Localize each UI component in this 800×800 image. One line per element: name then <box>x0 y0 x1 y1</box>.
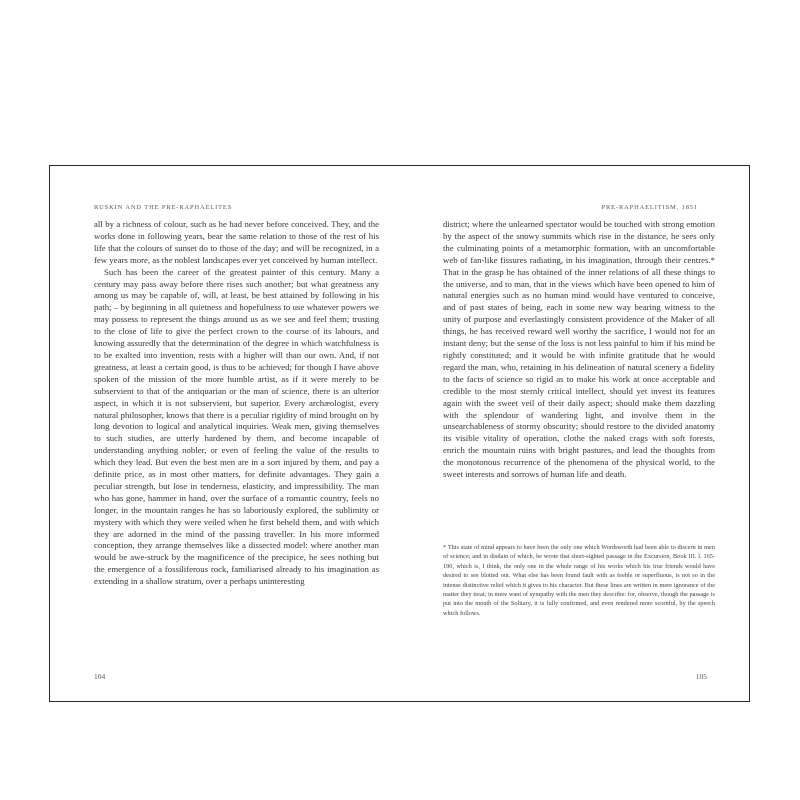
page-number-left: 104 <box>94 672 106 681</box>
running-head-left: RUSKIN AND THE PRE-RAPHAELITES <box>94 204 233 211</box>
running-head-right: PRE-RAPHAELITISM, 1851 <box>601 204 698 211</box>
left-page-body <box>94 219 379 588</box>
paragraph: all by a richness of colour, such as he had never before conceived. They, and the works done in following years, bear the same relation to those of the rest of his life that the colours of sunset do to those of the day; and will be recognized, in a few years more, as the noblest landscapes ever yet conceived by human intellect. <box>94 219 379 265</box>
paragraph: Such has been the career of the greatest painter of this century. Many a century may pass away before there rises such another; but what greatness any among us may be capable of, will, at least, be best attained by following in his path; – by beginning in all quietness and hopefulness to use whatever powers we may possess to represent the things around us as we see and feel them; trusting to the close of life to give the perfect crown to the course of its labours, and knowing assuredly that the determination of the degree in which watchfulness is to be exalted into invention, rests with a higher will than our own. And, if not greatness, at least a certain good, is thus to be achieved; for though I have above spoken of the mission of the more humble artist, as if it were merely to be subservient to that of the antiquarian or the man of science, there is an ulterior aspect, in which it is not subservient, but superior. Every archæologist, every natural philosopher, knows that there is a peculiar rigidity of mind brought on by long devotion to logical and analytical inquiries. Weak men, giving themselves to such studies, are utterly hardened by them, and become incapable of understanding anything nobler, or even of feeling the value of the results to which they lead. But even the best men are in a sort injured by them, and pay a definite price, as in most other matters, for definite advantages. They gain a peculiar strength, but lose in tenderness, elasticity, and impressibility. The man who has gone, hammer in hand, over the surface of a romantic country, feels no longer, in the mountain ranges he has so laboriously explored, the sublimity or mystery with which they were veiled when he first beheld them, and with which they are adorned in the mind of the passing traveller. In his more informed conception, they arrange themselves like a dissected model: where another man would be awe-struck by the magnificence of the precipice, he sees nothing but the emergence of a fossiliferous rock, familiarised already to his imagination as extending in a shallow stratum, over a perhaps uninteresting <box>94 266 379 587</box>
page-number-right: 105 <box>695 672 707 681</box>
book-spread <box>49 165 750 702</box>
right-page-body <box>443 219 715 481</box>
left-page <box>50 166 400 701</box>
paragraph: district; where the unlearned spectator would be touched with strong emotion by the aspect of the snowy summits which rise in the distance, he sees only the culminating points of a metamorphic formation, with an uncomfortable web of fan-like fissures radiating, in his imagination, through their centres.* That in the grasp he has obtained of the inner relations of all these things to the universe, and to man, that in the views which have been opened to him of natural energies such as no human mind would have ventured to conceive, and of past states of being, each in some new way bearing witness to the unity of purpose and everlastingly consistent providence of the Maker of all things, he has received reward well worthy the sacrifice, I would not for an instant deny; but the sense of the loss is not less painful to him if his mind be rightly constituted; and it would be with infinite gratitude that he would regard the man, who, retaining in his delineation of natural scenery a fidelity to the facts of science so rigid as to make his work at once acceptable and credible to the most sternly critical intellect, should yet invest its features again with the sweet veil of their daily aspect; should make them dazzling with the splendour of wandering light, and involve them in the unsearchableness of stormy obscurity; should restore to the divided anatomy its visible vitality of operation, clothe the naked crags with soft forests, enrich the mountain ruins with bright pastures, and lead the thoughts from the monotonous recurrence of the phenomena of the physical world, to the sweet interests and sorrows of human life and death. <box>443 219 715 480</box>
right-page <box>400 166 750 701</box>
footnote <box>443 543 715 618</box>
footnote-text: * This state of mind appears to have been the only one which Wordsworth had been able to discern in men of science; and in disdain of which, he wrote that short-sighted passage in the Excursion, Book III. l. 165-190, which is, I think, the only one in the whole range of his works which his true friends would have desired to see blotted out. What else has been found fault with as feeble or superfluous, is not so in the intense distinctive relief which it gives to his character. But these lines are written in mere ignorance of the matter they treat; in mere want of sympathy with the men they describe: for, observe, though the passage is put into the mouth of the Solitary, it is fully confirmed, and even rendered more scornful, by the speech which follows. <box>443 544 715 617</box>
